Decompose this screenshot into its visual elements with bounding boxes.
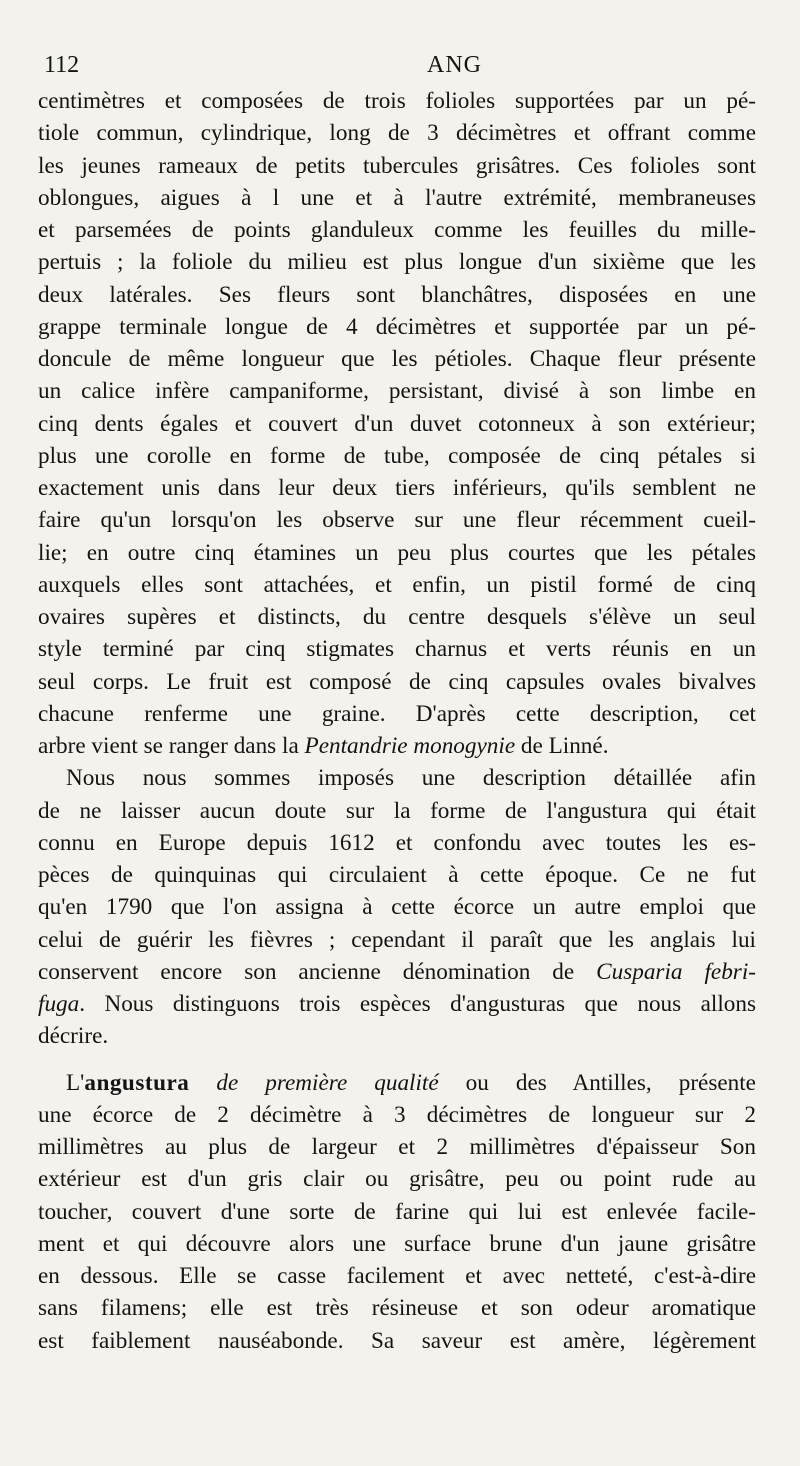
text-line: plus une corolle en forme de tube, composée de cinq pétales si: [38, 442, 756, 469]
text-line: doncule de même longueur que les pétioles. Chaque fleur présente: [38, 346, 756, 372]
text-line: [38, 730, 756, 762]
text-line: qu'en 1790 que l'on assigna à cette écorce un autre emploi que: [38, 894, 756, 921]
text-line: de ne laisser aucun doute sur la forme de l'angustura qui était: [38, 797, 756, 824]
text-line: seul corps. Le fruit est composé de cinq capsules ovales bivalves: [38, 668, 756, 695]
paragraph-gap: [38, 1053, 756, 1067]
text-run: de Linné.: [515, 733, 609, 759]
paragraph: [38, 1067, 756, 1357]
text-line: tiole commun, cylindrique, long de 3 décimètres et offrant comme: [38, 120, 756, 147]
text-line: en dessous. Elle se casse facilement et avec netteté, c'est-à-dire: [38, 1263, 756, 1289]
italic-term: Cusparia febri-: [596, 958, 756, 985]
text-line: lie; en outre cinq étamines un peu plus courtes que les pétales: [38, 539, 756, 566]
text-line: connu en Europe depuis 1612 et confondu avec toutes les es-: [38, 829, 756, 856]
text-run: arbre vient se ranger dans la: [38, 733, 305, 759]
text-line: oblongues, aigues à l une et à l'autre extrémité, membraneuses: [38, 184, 756, 211]
paragraph: [38, 85, 756, 762]
text-line: style terminé par cinq stigmates charnus et verts réunis en un: [38, 636, 756, 663]
italic-term: Pentandrie monogynie: [304, 733, 516, 759]
text-run: L': [66, 1069, 85, 1096]
text-line: ment et qui découvre alors une surface brune d'un jaune grisâtre: [38, 1230, 756, 1257]
text-line: [38, 956, 756, 988]
text-line: toucher, couvert d'une sorte de farine qui lui est enlevée facile-: [38, 1198, 756, 1225]
text-line: auxquels elles sont attachées, et enfin, un pistil formé de cinq: [38, 571, 756, 598]
text-line: millimètres au plus de largeur et 2 millimètres d'épaisseur Son: [38, 1134, 756, 1160]
text-line: est faiblement nauséabonde. Sa saveur est amère, légèrement: [38, 1327, 756, 1354]
page-number: 112: [44, 52, 80, 78]
paragraph: [38, 762, 756, 1052]
text-line: extérieur est d'un gris clair ou grisâtre, peu ou point rude au: [38, 1166, 756, 1193]
text-line: un calice infère campaniforme, persistant, divisé à son limbe en: [38, 378, 756, 405]
bold-term: angustura: [84, 1069, 190, 1096]
italic-term: fuga: [38, 991, 80, 1017]
text-line: Nous nous sommes imposés une description détaillée afin: [66, 765, 756, 792]
text-line: les jeunes rameaux de petits tubercules grisâtres. Ces folioles sont: [38, 152, 756, 179]
text-line: sans filamens; elle est très résineuse et son odeur aromatique: [38, 1295, 756, 1322]
text-line: chacune renferme une graine. D'après cette description, cet: [38, 700, 756, 727]
text-run: . Nous distinguons trois espèces d'angusturas que nous allons: [79, 991, 756, 1017]
text-line: pertuis ; la foliole du milieu est plus longue d'un sixième que les: [38, 249, 756, 276]
text-line: [38, 1067, 756, 1099]
italic-term: de première qualité: [189, 1069, 439, 1096]
text-line: faire qu'un lorsqu'on les observe sur une fleur récemment cueil-: [38, 507, 756, 534]
text-line: pèces de quinquinas qui circulaient à cette époque. Ce ne fut: [38, 862, 756, 888]
text-line: [38, 988, 756, 1020]
text-line: une écorce de 2 décimètre à 3 décimètres de longueur sur 2: [38, 1101, 756, 1128]
text-run: conservent encore son ancienne dénomination de: [38, 958, 597, 985]
page-header: [44, 52, 760, 84]
text-line: centimètres et composées de trois folioles supportées par un pé-: [38, 88, 756, 114]
text-run: ou des Antilles, présente: [438, 1069, 756, 1096]
running-head: ANG: [427, 52, 482, 78]
text-line: exactement unis dans leur deux tiers inférieurs, qu'ils semblent ne: [38, 475, 756, 501]
text-line: grappe terminale longue de 4 décimètres et supportée par un pé-: [38, 313, 756, 340]
text-line: cinq dents égales et couvert d'un duvet cotonneux à son extérieur;: [38, 410, 756, 437]
text-line: celui de guérir les fièvres ; cependant il paraît que les anglais lui: [38, 926, 756, 953]
text-line: deux latérales. Ses fleurs sont blanchâtres, disposées en une: [38, 281, 756, 308]
text-line: et parsemées de points glanduleux comme les feuilles du mille-: [38, 217, 756, 243]
body-text: [38, 85, 756, 1357]
text-line: décrire.: [38, 1023, 109, 1050]
text-line: ovaires supères et distincts, du centre desquels s'élève un seul: [38, 604, 756, 630]
